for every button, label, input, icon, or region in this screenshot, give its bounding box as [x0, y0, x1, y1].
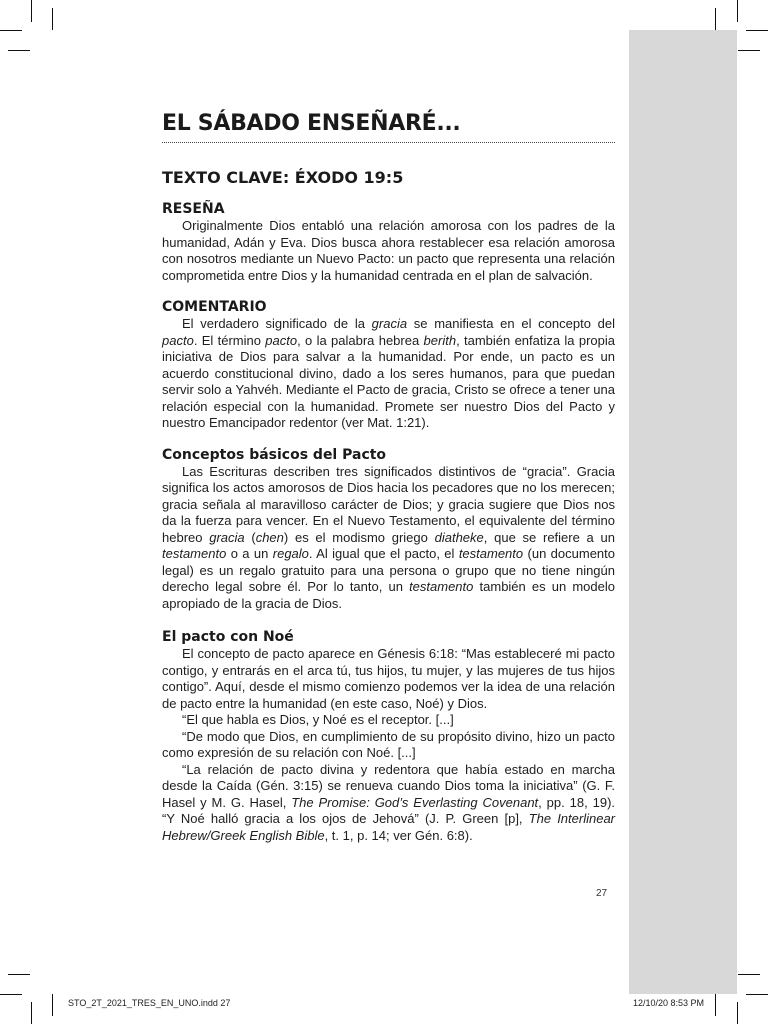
section-heading: Conceptos básicos del Pacto [162, 446, 387, 463]
gray-bleed-column [629, 30, 737, 994]
italic-term: pacto [162, 332, 194, 348]
crop-mark-bl-v [31, 1002, 32, 1024]
crop-mark-br-h [738, 974, 760, 975]
date-slug: 12/10/20 8:53 PM [633, 998, 705, 1008]
crop-mark-tl-v2 [52, 8, 53, 30]
dotted-rule [162, 142, 615, 143]
key-text-heading: TEXTO CLAVE: ÉXODO 19:5 [162, 168, 404, 187]
crop-mark-bl-h [8, 974, 30, 975]
file-slug: STO_2T_2021_TRES_EN_UNO.indd 27 [68, 998, 231, 1008]
paragraph: El concepto de pacto aparece en Génesis 6:18: “Mas estableceré mi pacto contigo, y entrarás en el arca tú, tus hijos, tu mujer, y las mujeres de tus hijos contigo”. Aquí, desde el mismo comienzo podemos ver la idea de una relación de pacto entre la humanidad (en este caso, Noé) y Dios. [162, 646, 615, 711]
crop-mark-bl-v2 [52, 994, 53, 1016]
section-heading: El pacto con Noé [162, 629, 294, 645]
italic-term: testamento [162, 546, 227, 561]
paragraph: “El que habla es Dios, y Noé es el receptor. [...] [182, 712, 454, 727]
section-heading: COMENTARIO [162, 299, 267, 315]
paragraph: “De modo que Dios, en cumplimiento de su propósito divino, hizo un pacto como expresión de su relación con Noé. [...] [162, 728, 615, 760]
italic-term: diatheke [434, 529, 484, 545]
italic-term: The Interlinear Hebrew/Greek English Bible [162, 811, 615, 843]
crop-mark-bl-h2 [0, 994, 22, 995]
section-heading: RESEÑA [162, 201, 225, 217]
italic-term: The Promise: God’s Everlasting Covenant [291, 794, 539, 810]
crop-mark-tl-h2 [8, 50, 30, 51]
page-number: 27 [596, 888, 608, 899]
paragraph: Originalmente Dios entabló una relación amorosa con los padres de la humanidad, Adán y Eva. Dios busca ahora restablecer esa relación amorosa con nosotros mediante un Nuevo Pacto: un pacto que representa una relación comprometida entre Dios y la humanidad centrada en el plan de salvación. [162, 218, 615, 283]
italic-term: chen [255, 529, 284, 545]
crop-mark-tr-h2 [738, 50, 760, 51]
crop-mark-tr-v [715, 8, 716, 30]
italic-term: gracia [209, 529, 245, 545]
sections-container [162, 200, 615, 844]
page-content [162, 110, 615, 844]
crop-mark-tl-h [0, 30, 22, 31]
italic-term: testamento [409, 579, 474, 594]
paragraph: “La relación de pacto divina y redentora que había estado en marcha desde la Caída (Gén. 3:15) se renueva cuando Dios toma la iniciativa” (G. F. Hasel y M. G. Hasel, The Promise: God’s Everlasting Covenant, pp. 18, 19). “Y Noé halló gracia a los ojos de Jehová” (J. P. Green [p], The Interlinear Hebrew/Greek English Bible, t. 1, p. 14; ver Gén. 6:8). [162, 761, 616, 843]
crop-mark-tr-v2 [737, 0, 738, 22]
crop-mark-br-h2 [746, 994, 768, 995]
crop-mark-tl-v [31, 0, 32, 22]
italic-term: berith [423, 332, 457, 348]
paragraph: Las Escrituras describen tres significados distintivos de “gracia”. Gracia significa los actos amorosos de Dios hacia los pecadores que no los merecen; gracia señala al maravilloso carácter de Dios; y gracia sugiere que Dios nos da la fuerza para vencer. En el Nuevo Testamento, el equivalente del término hebreo gracia (chen) es el modismo griego diatheke, que se refiere a un testamento o a un regalo. Al igual que el pacto, el testamento (un documento legal) es un regalo gratuito para una persona o grupo que no tiene ningún derecho legal sobre él. Por lo tanto, un testamento también es un modelo apropiado de la gracia de Dios. [162, 463, 616, 611]
italic-term: pacto [265, 332, 298, 348]
italic-term: regalo [272, 546, 309, 561]
page-title: EL SÁBADO ENSEÑARÉ... [162, 111, 461, 136]
crop-mark-br-v2 [737, 1002, 738, 1024]
paragraph: El verdadero significado de la gracia se manifiesta en el concepto del pacto. El término pacto, o la palabra hebrea berith, también enfatiza la propia iniciativa de Dios para salvar a la humanidad. Por ende, un pacto es un acuerdo constitucional divino, dado a los seres humanos, para que puedan servir solo a Yahvéh. Mediante el Pacto de gracia, Cristo se ofrece a tener una relación especial con la humanidad. Promete ser nuestro Dios del Pacto y nuestro Emancipador redentor (ver Mat. 1:21). [162, 316, 615, 430]
crop-mark-br-v [715, 994, 716, 1016]
crop-mark-tr-h [746, 30, 768, 31]
italic-term: gracia [371, 316, 408, 331]
italic-term: testamento [458, 546, 524, 561]
